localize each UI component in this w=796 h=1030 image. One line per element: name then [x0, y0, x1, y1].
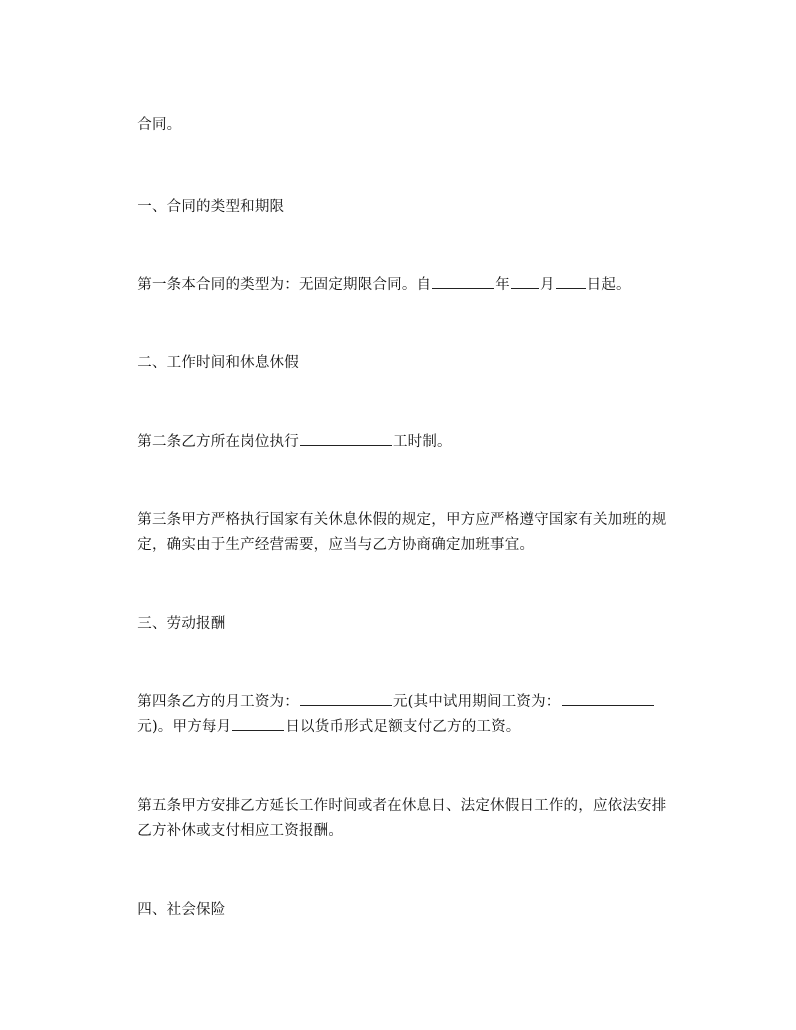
payday-blank[interactable]: [232, 716, 284, 731]
year-label: 年: [495, 277, 510, 293]
article-4-line-2: [118, 694, 688, 760]
start-month-blank[interactable]: [511, 274, 539, 289]
article-1-text: 第一条本合同的类型为：无固定期限合同。自: [137, 277, 432, 293]
working-hours-system-blank[interactable]: [300, 431, 392, 446]
section-3-heading: [118, 591, 688, 657]
intro-fragment: [118, 92, 688, 158]
section-heading-text: 三、劳动报酬: [137, 616, 226, 632]
article-3-text: 第三条甲方严格执行国家有关休息休假的规定，甲方应严格遵守国家有关加班的规: [137, 512, 667, 528]
article-5-text: 第五条甲方安排乙方延长工作时间或者在休息日、法定休假日工作的，应依法安排: [137, 798, 667, 814]
month-label: 月: [539, 277, 555, 293]
intro-text: 合同。: [137, 117, 182, 133]
article-4-text: 第四条乙方的月工资为：: [137, 694, 299, 710]
article-1: [118, 252, 688, 318]
section-heading-text: 一、合同的类型和期限: [137, 199, 285, 215]
article-4-text: 日以货币形式足额支付乙方的工资。: [285, 719, 521, 735]
section-heading-text: 四、社会保险: [137, 902, 226, 918]
section-heading-text: 二、工作时间和休息休假: [137, 355, 299, 371]
section-4-heading: [118, 877, 688, 943]
article-2: [118, 409, 688, 475]
section-1-heading: [118, 174, 688, 240]
article-3-line-2: [118, 512, 688, 578]
start-day-blank[interactable]: [556, 274, 586, 289]
article-4-text: 元)。甲方每月: [137, 719, 232, 735]
article-2-text: 第二条乙方所在岗位执行: [137, 434, 299, 450]
article-3-text: 定，确实由于生产经营需要，应当与乙方协商确定加班事宜。: [137, 537, 535, 553]
article-5-text: 乙方补休或支付相应工资报酬。: [137, 823, 344, 839]
section-2-heading: [118, 330, 688, 396]
article-5-line-2: [118, 798, 688, 864]
article-4-trial-text: 元(其中试用期间工资为：: [392, 694, 561, 710]
article-2-suffix: 工时制。: [392, 434, 452, 450]
start-year-blank[interactable]: [432, 274, 494, 289]
day-label: 日起。: [586, 277, 631, 293]
